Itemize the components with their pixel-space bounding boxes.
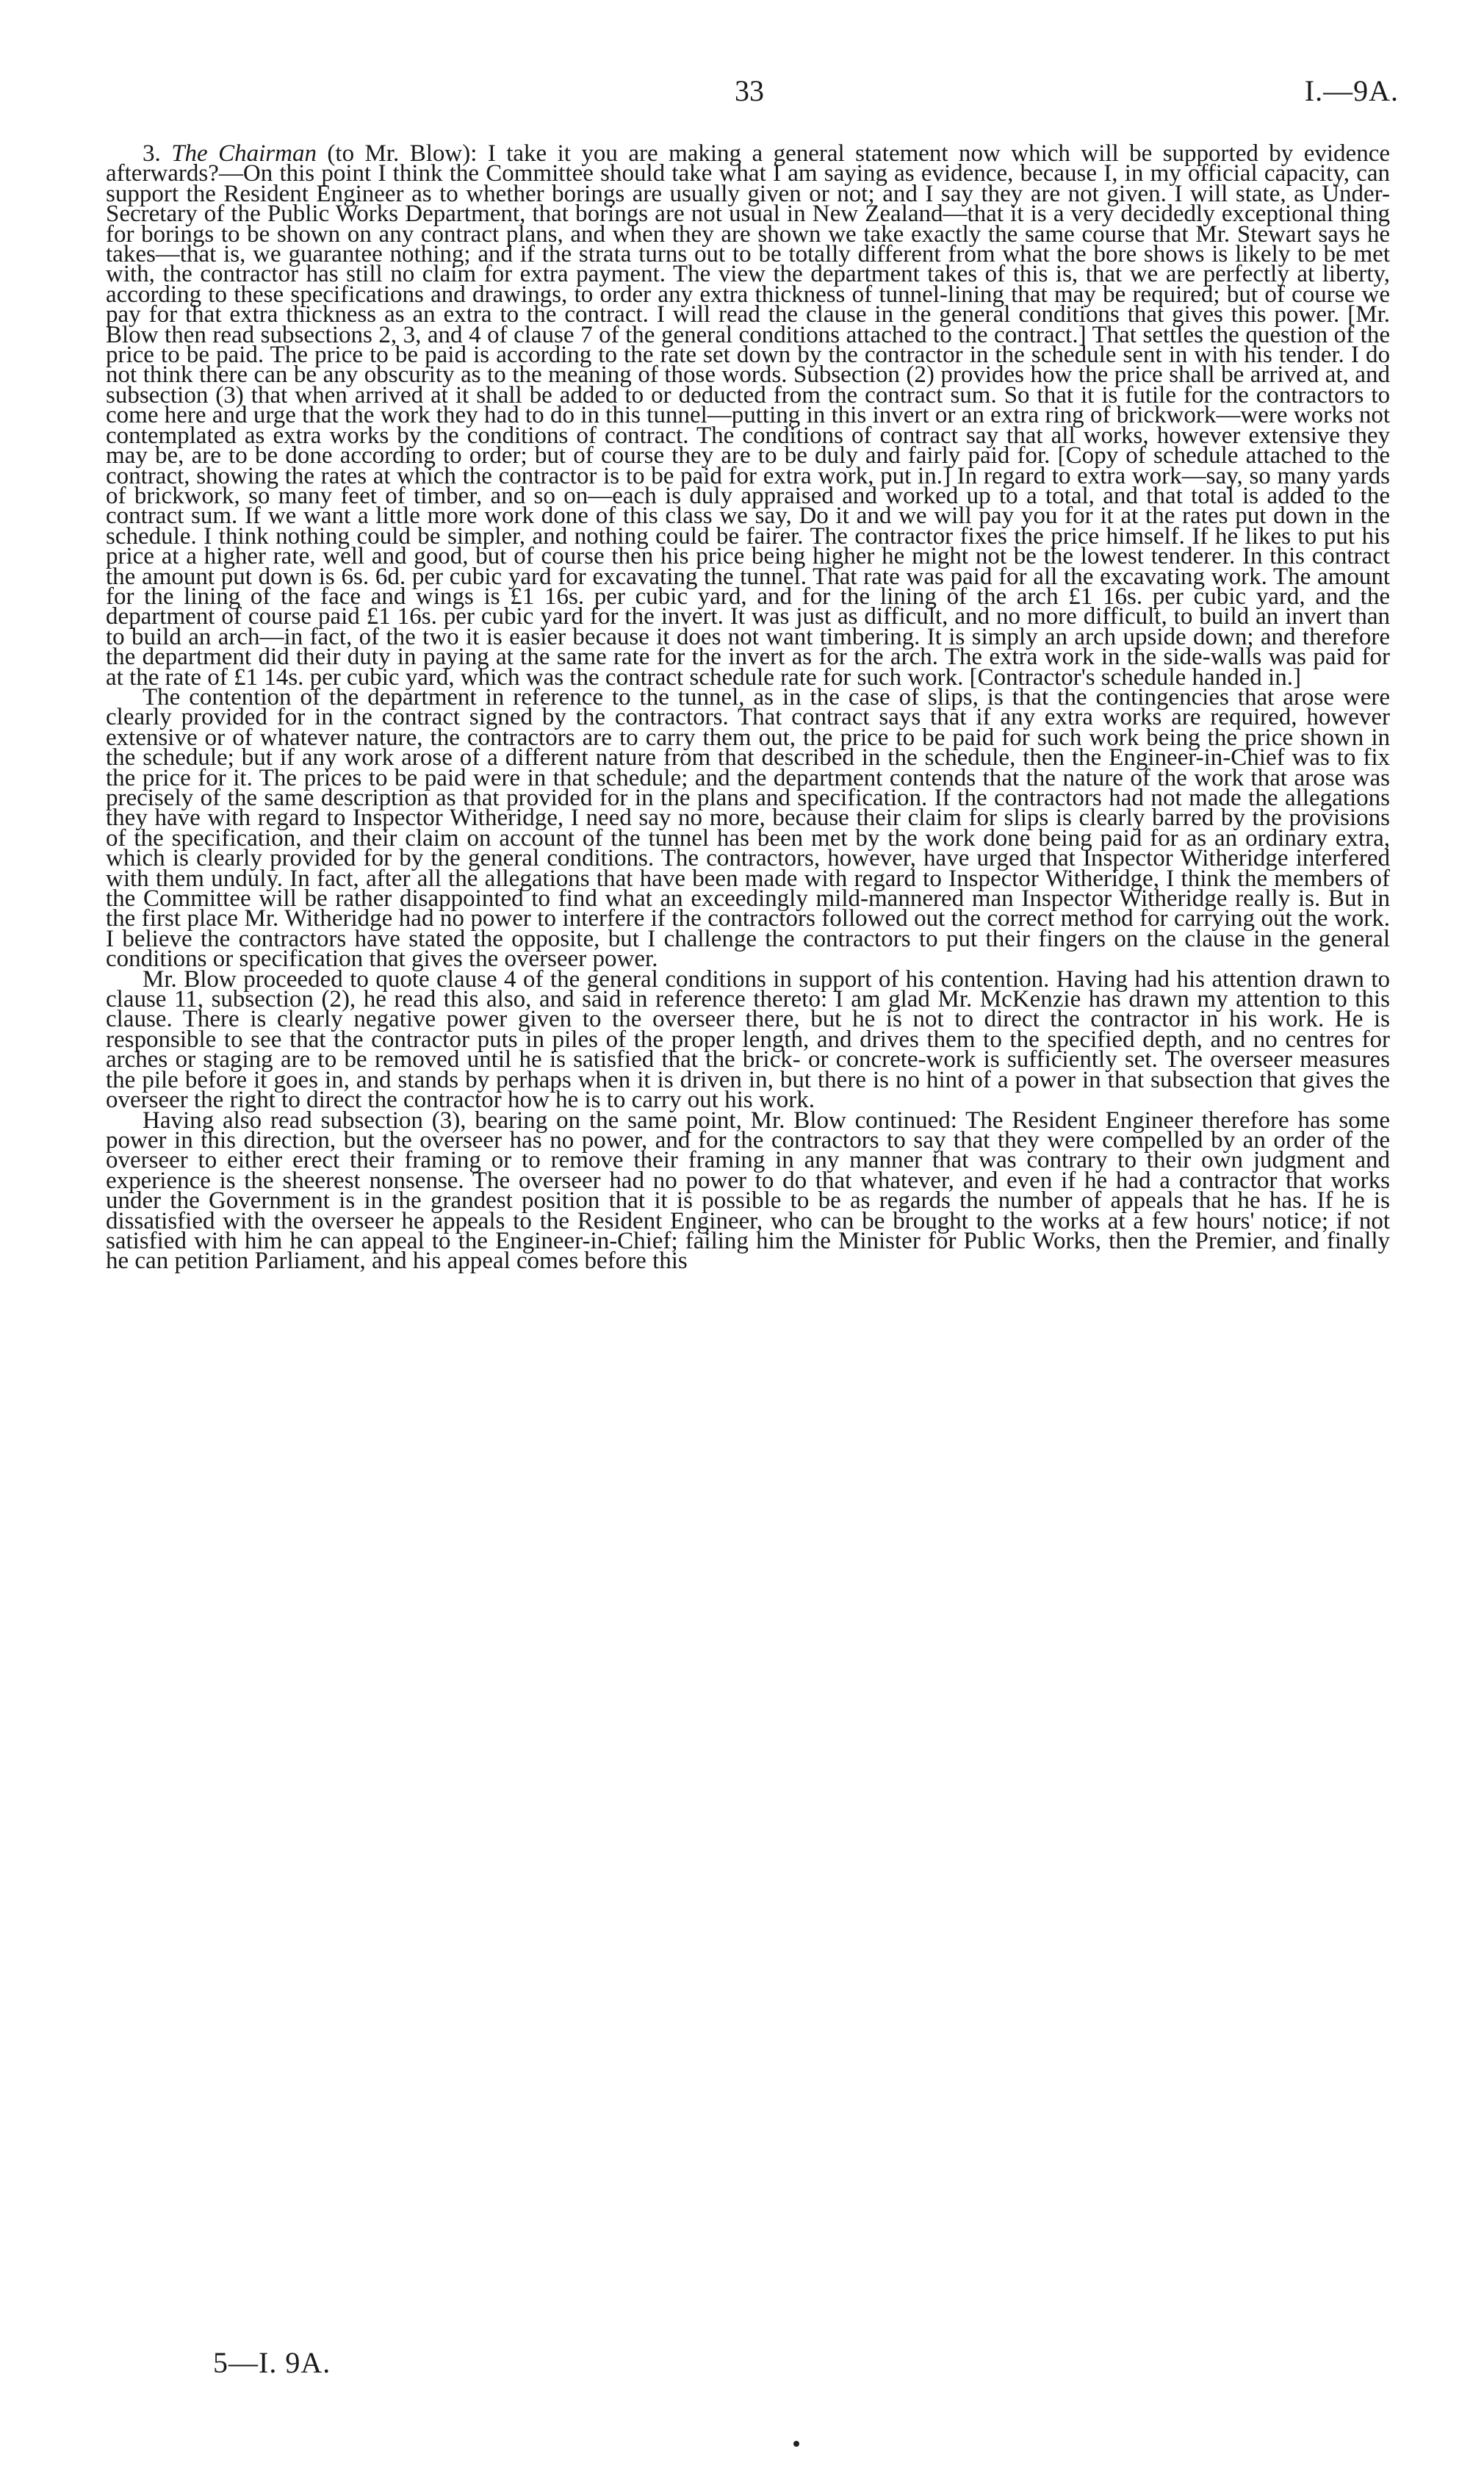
paragraph-department-contention: The contention of the department in reference to the tunnel, as in the case of slips, is that the contingencies that arose were clearly provided for in the contract signed by the contractors. That contract says that if any extra works are required, however extensive or of whatever nature, the contractors are to carry them out, the price to be paid for such work being the price shown in the schedule; but if any work arose of a different nature from that described in the schedule, then the Engineer-in-Chief was to fix the price for it. The prices to be paid were in that schedule; and the department contends that the nature of the work that arose was precisely of the same description as that provided for in the plans and specification. If the contractors had not made the allegations they have with regard to Inspector Witheridge, I need say no more, because their claim for slips is clearly barred by the provisions of the specification, and their claim on account of the tunnel has been met by the work done being paid for as an ordinary extra, which is clearly provided for by the general conditions. The contractors, however, have urged that Inspector Witheridge interfered with them unduly. In fact, after all the allegations that have been made with regard to Inspector Witheridge, I think the members of the Committee will be rather disappointed to find what an exceedingly mild-mannered man Inspector Witheridge really is. But in the first place Mr. Witheridge had no power to interfere if the contractors followed out the correct method for carrying out the work. I believe the contractors have stated the opposite, but I challenge the contractors to put their fingers on the clause in the general conditions or specification that gives the overseer power.: [106, 683, 1390, 973]
page-number: 33: [735, 74, 764, 107]
signature-mark: 5—I. 9A.: [213, 2346, 331, 2379]
paragraph-chairman-statement: [106, 140, 1390, 691]
page-dot-mark: [793, 2441, 799, 2447]
paragraph-subsection-three: Having also read subsection (3), bearing on the same point, Mr. Blow continued: The Resident Engineer therefore has some power in this direction, but the overseer has no power, and for the contractors to say that they were compelled by an order of the overseer to either erect their framing or to remove their framing in any manner that was contrary to their own judgment and experience is the sheerest nonsense. The overseer had no power to do that whatever, and even if he had a contractor that works under the Government is in the grandest position that it is possible to be as regards the number of appeals that he has. If he is dissatisfied with the overseer he appeals to the Resident Engineer, who can be brought to the works at a few hours' notice; if not satisfied with him he can appeal to the Engineer-in-Chief; failing him the Minister for Public Works, then the Premier, and finally he can petition Parliament, and his appeal comes before this: [106, 1107, 1390, 1275]
paragraph-clause-four: Mr. Blow proceeded to quote clause 4 of the general conditions in support of his contention. Having had his attention drawn to clause 11, subsection (2), he read this also, and said in reference thereto: I am glad Mr. McKenzie has drawn my attention to this clause. There is clearly negative power given to the overseer there, but he is not to direct the contractor in his work. He is responsible to see that the contractor puts in piles of the proper length, and drives them to the specified depth, and no centres for arches or staging are to be removed until he is satisfied that the brick- or concrete-work is sufficiently set. The overseer measures the pile before it goes in, and stands by perhaps when it is driven in, but there is no hint of a power in that subsection that gives the overseer the right to direct the contractor how he is to carry out his work.: [106, 965, 1390, 1114]
body-text: [106, 140, 1390, 1275]
speaker-name: The Chairman: [171, 140, 317, 167]
paragraph-text: (to Mr. Blow): I take it you are making a general statement now which will be supported by evidence afterwards?—On this point I think the Committee should take what I am saying as evidence, because I, in my official capacity, can support the Resident Engineer as to whether borings are usually given or not; and I say they are not given. I will state, as Under-Secretary of the Public Works Department, that borings are not usual in New Zealand—that it is a very decidedly exceptional thing for borings to be shown on any contract plans, and when they are shown we take exactly the same course that Mr. Stewart says he takes—that is, we guarantee nothing; and if the strata turns out to be totally different from what the bore shows is likely to be met with, the contractor has still no claim for extra payment. The view the department takes of this is, that we are perfectly at liberty, according to these specifications and drawings, to order any extra thickness of tunnel-lining that may be required; but of course we pay for that extra thickness as an extra to the contract. I will read the clause in the general conditions that gives this power. [Mr. Blow then read subsections 2, 3, and 4 of clause 7 of the general conditions attached to the contract.] That settles the question of the price to be paid. The price to be paid is according to the rate set down by the contractor in the schedule sent in with his tender. I do not think there can be any obscurity as to the meaning of those words. Subsection (2) provides how the price shall be arrived at, and subsection (3) that when arrived at it shall be added to or deducted from the contract sum. So that it is futile for the contractors to come here and urge that the work they had to do in this tunnel—putting in this invert or an extra ring of brickwork—were works not contemplated as extra works by the conditions of contract. The conditions of contract say that all works, however extensive they may be, are to be done according to order; but of course they are to be duly and fairly paid for. [Copy of schedule attached to the contract, showing the rates at which the contractor is to be paid for extra work, put in.] In regard to extra work—say, so many yards of brickwork, so many feet of timber, and so on—each is duly appraised and worked up to a total, and that total is added to the contract sum. If we want a little more work done of this class we say, Do it and we will pay you for it at the rates put down in the schedule. I think nothing could be simpler, and nothing could be fairer. The contractor fixes the price himself. If he likes to put his price at a higher rate, well and good, but of course then his price being higher he might not be the lowest tenderer. In this contract the amount put down is 6s. 6d. per cubic yard for excavating the tunnel. That rate was paid for all the excavating work. The amount for the lining of the face and wings is £1 16s. per cubic yard, and for the lining of the arch £1 16s. per cubic yard, and the department of course paid £1 16s. per cubic yard for the invert. It was just as difficult, and no more difficult, to build an invert than to build an arch—in fact, of the two it is easier because it does not want timbering. It is simply an arch upside down; and therefore the department did their duty in paying at the same rate for the invert as for the arch. The extra work in the side-walls was paid for at the rate of £1 14s. per cubic yard, which was the contract schedule rate for such work. [Contractor's schedule handed in.]: [106, 140, 1390, 691]
paragraph-number: 3.: [143, 140, 172, 167]
document-reference: I.—9A.: [1304, 74, 1399, 107]
page-header: [0, 73, 1484, 118]
